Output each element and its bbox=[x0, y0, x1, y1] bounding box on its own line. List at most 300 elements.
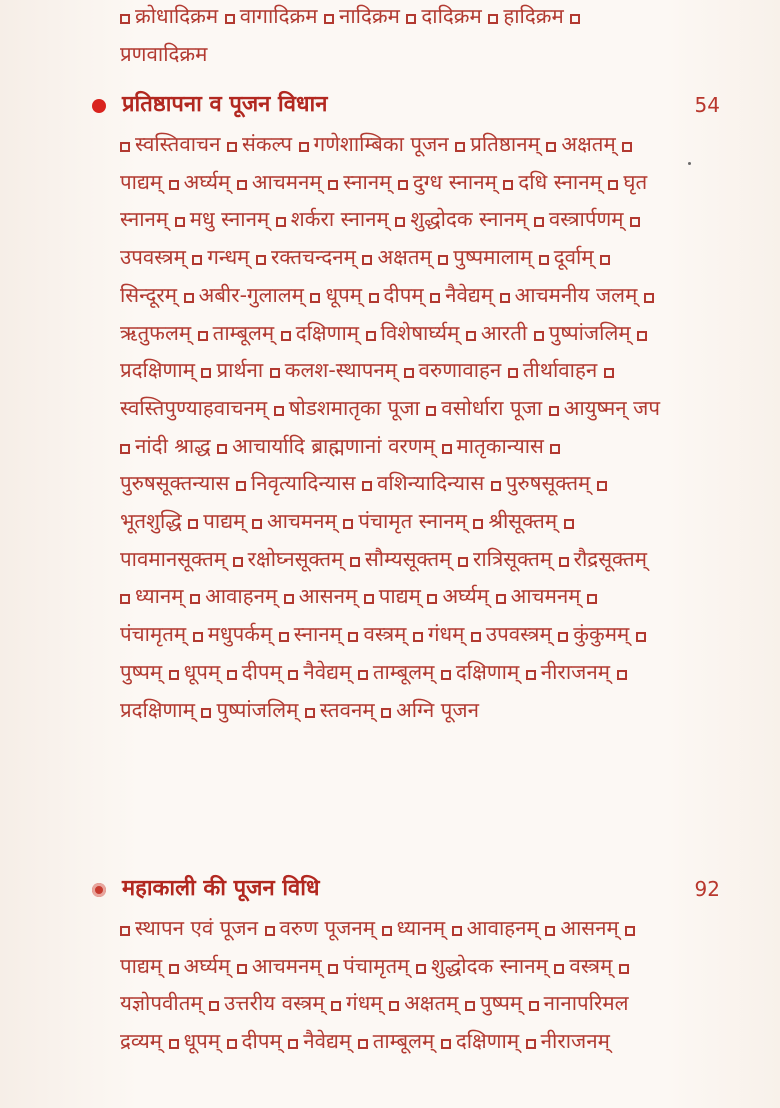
list-item-label: पंचामृतम् bbox=[343, 953, 410, 978]
list-item bbox=[441, 660, 519, 684]
section-title: प्रतिष्ठापना व पूजन विधान bbox=[122, 92, 328, 117]
checkbox-square-icon bbox=[622, 142, 632, 152]
list-item bbox=[201, 698, 298, 722]
list-item bbox=[288, 660, 351, 684]
checkbox-square-icon bbox=[364, 594, 374, 604]
list-item-label: पुष्पमालाम् bbox=[453, 245, 533, 270]
checkbox-square-icon bbox=[169, 1039, 179, 1049]
list-item bbox=[389, 991, 458, 1015]
list-item-label: दुग्ध स्नानम् bbox=[412, 169, 497, 194]
checkbox-square-icon bbox=[276, 217, 286, 227]
list-item-label: अक्षतम् bbox=[404, 991, 459, 1016]
list-item-label: तीर्थावाहन bbox=[522, 358, 598, 383]
checkbox-square-icon bbox=[358, 1039, 368, 1049]
list-item-label: आवाहनम् bbox=[205, 584, 278, 609]
checkbox-square-icon bbox=[366, 331, 376, 341]
checkbox-square-icon bbox=[120, 14, 130, 24]
list-item-label: आचमनीय जलम् bbox=[514, 282, 638, 307]
checkbox-square-icon bbox=[413, 632, 423, 642]
list-item-label: शुद्धोदक स्नानम् bbox=[430, 953, 548, 978]
checkbox-square-icon bbox=[198, 331, 208, 341]
section-bullet-icon bbox=[92, 883, 106, 897]
list-item bbox=[120, 584, 184, 608]
list-item bbox=[237, 170, 322, 194]
checkbox-square-icon bbox=[545, 926, 555, 936]
list-item-label: अबीर-गुलालम् bbox=[198, 282, 304, 307]
checkbox-square-icon bbox=[120, 142, 130, 152]
list-item bbox=[120, 4, 218, 28]
list-item bbox=[184, 283, 304, 307]
list-item bbox=[120, 916, 258, 940]
checkbox-square-icon bbox=[466, 331, 476, 341]
list-item-label: नांदी श्राद्ध bbox=[135, 433, 211, 458]
list-item bbox=[382, 916, 446, 940]
checkbox-square-icon bbox=[534, 331, 544, 341]
checkbox-square-icon bbox=[227, 1039, 237, 1049]
list-item bbox=[305, 698, 375, 722]
list-item bbox=[526, 660, 610, 684]
list-item bbox=[236, 471, 356, 495]
list-item-label: प्रणवादिक्रम bbox=[120, 41, 208, 66]
list-item-label: अर्घ्यम् bbox=[183, 169, 231, 194]
list-item bbox=[362, 471, 484, 495]
checkbox-square-icon bbox=[625, 926, 635, 936]
list-item-label: प्रार्थना bbox=[216, 358, 264, 383]
checkbox-square-icon bbox=[564, 519, 574, 529]
list-item bbox=[198, 321, 275, 345]
checkbox-square-icon bbox=[488, 14, 498, 24]
checkbox-square-icon bbox=[549, 406, 559, 416]
list-item-label: कुंकुमम् bbox=[573, 622, 630, 647]
list-item bbox=[209, 991, 324, 1015]
list-item-label: धूपम् bbox=[183, 659, 221, 684]
checkbox-square-icon bbox=[175, 217, 185, 227]
checkbox-square-icon bbox=[416, 964, 426, 974]
list-item bbox=[227, 1029, 282, 1053]
list-item-label: प्रदक्षिणाम् bbox=[120, 358, 195, 383]
checkbox-square-icon bbox=[644, 293, 654, 303]
list-item-label: स्थापन एवं पूजन bbox=[135, 916, 258, 940]
list-item-label: ऋतुफलम् bbox=[120, 320, 192, 345]
list-item-label: सिन्दूरम् bbox=[120, 282, 178, 307]
checkbox-square-icon bbox=[398, 180, 408, 190]
list-item bbox=[549, 396, 660, 420]
list-item bbox=[233, 547, 344, 571]
checkbox-square-icon bbox=[473, 519, 483, 529]
checkbox-square-icon bbox=[636, 632, 646, 642]
checkbox-square-icon bbox=[256, 255, 266, 265]
list-item-label: मधुपर्कम् bbox=[207, 622, 273, 647]
list-item-label: अर्घ्यम् bbox=[183, 953, 231, 978]
checkbox-square-icon bbox=[404, 368, 414, 378]
list-item-label: मधु स्नानम् bbox=[189, 207, 270, 232]
checkbox-square-icon bbox=[281, 331, 291, 341]
list-item bbox=[558, 622, 629, 646]
list-item-label: दीपम् bbox=[241, 659, 282, 684]
list-item-label: नैवेद्यम् bbox=[303, 1029, 352, 1054]
checkbox-square-icon bbox=[324, 14, 334, 24]
checkbox-square-icon bbox=[288, 1039, 298, 1049]
checkbox-square-icon bbox=[201, 368, 211, 378]
checkbox-square-icon bbox=[233, 557, 243, 567]
checkbox-square-icon bbox=[534, 217, 544, 227]
list-item-label: कलश-स्थापनम् bbox=[284, 358, 398, 383]
checkbox-square-icon bbox=[190, 594, 200, 604]
checkbox-square-icon bbox=[630, 217, 640, 227]
checkbox-square-icon bbox=[500, 293, 510, 303]
checkbox-square-icon bbox=[430, 293, 440, 303]
list-item-label: दक्षिणाम् bbox=[455, 1029, 520, 1054]
list-item-label: दादिक्रम bbox=[421, 4, 482, 28]
checkbox-square-icon bbox=[441, 1039, 451, 1049]
list-item-label: श्रीसूक्तम् bbox=[488, 509, 558, 534]
list-item-label: गंधम् bbox=[427, 622, 465, 647]
list-item-label: धूपम् bbox=[325, 282, 362, 307]
list-item bbox=[488, 4, 563, 28]
checkbox-square-icon bbox=[604, 368, 614, 378]
section-heading-pratishthapana bbox=[88, 87, 720, 123]
checkbox-square-icon bbox=[570, 14, 580, 24]
list-item-label: प्रतिष्ठानम् bbox=[470, 132, 540, 156]
checkbox-square-icon bbox=[452, 926, 462, 936]
checkbox-square-icon bbox=[120, 926, 130, 936]
list-item-label: दक्षिणाम् bbox=[455, 659, 520, 684]
list-item bbox=[190, 584, 277, 608]
list-item bbox=[188, 509, 245, 533]
list-item-label: पावमानसूक्तम् bbox=[120, 546, 227, 571]
checkbox-square-icon bbox=[237, 180, 247, 190]
checkbox-square-icon bbox=[471, 632, 481, 642]
list-item bbox=[175, 207, 270, 231]
checkbox-square-icon bbox=[120, 594, 130, 604]
checkbox-square-icon bbox=[310, 293, 320, 303]
checkbox-square-icon bbox=[265, 926, 275, 936]
print-speck bbox=[688, 162, 691, 165]
checkbox-square-icon bbox=[305, 708, 315, 718]
list-item-label: उत्तरीय वस्त्रम् bbox=[224, 991, 325, 1016]
list-item bbox=[225, 4, 318, 28]
list-item-label: आचमनम् bbox=[510, 584, 581, 609]
list-item-label: पुष्पांजलिम् bbox=[548, 320, 631, 345]
list-item bbox=[416, 954, 548, 978]
checkbox-square-icon bbox=[192, 255, 202, 265]
top-item-list bbox=[120, 0, 660, 73]
list-item-label: रौद्रसूक्तम् bbox=[573, 546, 647, 571]
list-item bbox=[288, 1029, 351, 1053]
list-item bbox=[395, 207, 527, 231]
list-item bbox=[534, 321, 631, 345]
list-item bbox=[554, 954, 612, 978]
list-item-label: आसनम् bbox=[560, 916, 619, 940]
list-item bbox=[252, 509, 337, 533]
checkbox-square-icon bbox=[382, 926, 392, 936]
list-item-label: वागादिक्रम bbox=[239, 4, 318, 28]
checkbox-square-icon bbox=[558, 632, 568, 642]
list-item bbox=[169, 1029, 221, 1053]
checkbox-square-icon bbox=[225, 14, 235, 24]
checkbox-square-icon bbox=[169, 180, 179, 190]
checkbox-square-icon bbox=[559, 557, 569, 567]
checkbox-square-icon bbox=[193, 632, 203, 642]
list-item-label: पाद्यम् bbox=[203, 509, 246, 534]
checkbox-square-icon bbox=[274, 406, 284, 416]
checkbox-square-icon bbox=[455, 142, 465, 152]
list-item-label: आचार्यादि ब्राह्मणानां वरणम् bbox=[232, 433, 435, 458]
checkbox-square-icon bbox=[201, 708, 211, 718]
list-item-label: स्नानम् bbox=[293, 622, 342, 647]
list-item bbox=[413, 622, 464, 646]
checkbox-square-icon bbox=[608, 180, 618, 190]
list-item-label: पुष्पम् bbox=[479, 991, 523, 1016]
checkbox-square-icon bbox=[169, 964, 179, 974]
list-item bbox=[442, 434, 544, 458]
list-item bbox=[465, 991, 522, 1015]
list-item-label: ध्यानम् bbox=[135, 584, 184, 609]
checkbox-square-icon bbox=[288, 670, 298, 680]
list-item bbox=[350, 547, 452, 571]
checkbox-square-icon bbox=[550, 444, 560, 454]
section-bullet-icon bbox=[92, 99, 106, 113]
checkbox-square-icon bbox=[188, 519, 198, 529]
checkbox-square-icon bbox=[362, 255, 372, 265]
checkbox-square-icon bbox=[237, 964, 247, 974]
checkbox-square-icon bbox=[169, 670, 179, 680]
list-item-label: पाद्यम् bbox=[120, 169, 163, 194]
checkbox-square-icon bbox=[458, 557, 468, 567]
list-item bbox=[324, 4, 400, 28]
list-item-label: रक्षोघ्नसूक्तम् bbox=[247, 546, 344, 571]
checkbox-square-icon bbox=[369, 293, 379, 303]
list-item-label: गणेशाम्बिका पूजन bbox=[313, 132, 449, 156]
list-item-label: वस्त्रम् bbox=[363, 622, 407, 647]
checkbox-square-icon bbox=[529, 1001, 539, 1011]
list-item bbox=[503, 170, 601, 194]
list-item bbox=[169, 954, 231, 978]
list-item-label: पुरुषसूक्तम् bbox=[505, 471, 591, 496]
list-item-label: अग्नि पूजन bbox=[396, 697, 479, 722]
list-item-label: पुष्पांजलिम् bbox=[216, 697, 299, 722]
list-item-label: आवाहनम् bbox=[466, 916, 539, 940]
list-item bbox=[508, 358, 597, 382]
checkbox-square-icon bbox=[328, 964, 338, 974]
list-item-label: वस्त्रार्पणम् bbox=[548, 207, 624, 232]
checkbox-square-icon bbox=[526, 670, 536, 680]
list-item bbox=[427, 584, 489, 608]
list-item bbox=[406, 4, 481, 28]
list-item bbox=[265, 916, 376, 940]
list-item bbox=[201, 358, 263, 382]
list-item-label: ताम्बूलम् bbox=[372, 659, 435, 684]
list-item-label: सौम्यसूक्तम् bbox=[364, 546, 452, 571]
checkbox-square-icon bbox=[227, 142, 237, 152]
checkbox-square-icon bbox=[299, 142, 309, 152]
list-item-label: आचमनम् bbox=[266, 509, 337, 534]
list-item bbox=[256, 245, 356, 269]
list-item-label: हादिक्रम bbox=[503, 4, 564, 28]
list-item-label: स्नानम् bbox=[343, 169, 392, 194]
list-item-label: उपवस्त्रम् bbox=[485, 622, 552, 647]
checkbox-square-icon bbox=[343, 519, 353, 529]
list-item-label: पंचामृत स्नानम् bbox=[358, 509, 467, 534]
list-item bbox=[169, 660, 221, 684]
checkbox-square-icon bbox=[406, 14, 416, 24]
list-item bbox=[270, 358, 397, 382]
list-item-label: पुरुषसूक्तन्यास bbox=[120, 471, 230, 496]
checkbox-square-icon bbox=[619, 964, 629, 974]
list-item bbox=[217, 434, 435, 458]
list-item bbox=[534, 207, 624, 231]
list-item bbox=[284, 584, 357, 608]
checkbox-square-icon bbox=[350, 557, 360, 567]
list-item-label: स्वस्तिवाचन bbox=[135, 132, 221, 156]
checkbox-square-icon bbox=[120, 444, 130, 454]
checkbox-square-icon bbox=[503, 180, 513, 190]
list-item bbox=[362, 245, 431, 269]
list-item-label: नीराजनम् bbox=[540, 1029, 610, 1054]
list-item bbox=[331, 991, 382, 1015]
list-item-label: ध्यानम् bbox=[396, 916, 446, 940]
list-item-label: पाद्यम् bbox=[378, 584, 421, 609]
checkbox-square-icon bbox=[209, 1001, 219, 1011]
checkbox-square-icon bbox=[389, 1001, 399, 1011]
list-item bbox=[381, 698, 479, 722]
list-item bbox=[473, 509, 557, 533]
list-item-label: दीपम् bbox=[383, 282, 424, 307]
checkbox-square-icon bbox=[284, 594, 294, 604]
list-item bbox=[404, 358, 502, 382]
list-item bbox=[276, 207, 389, 231]
list-item-label: शर्करा स्नानम् bbox=[290, 207, 389, 232]
list-item bbox=[310, 283, 362, 307]
section-heading-mahakali bbox=[88, 871, 720, 907]
list-item bbox=[237, 954, 322, 978]
checkbox-square-icon bbox=[546, 142, 556, 152]
list-item-label: स्तवनम् bbox=[319, 697, 375, 722]
list-item-label: अर्घ्यम् bbox=[442, 584, 490, 609]
checkbox-square-icon bbox=[508, 368, 518, 378]
checkbox-square-icon bbox=[227, 670, 237, 680]
checkbox-square-icon bbox=[597, 481, 607, 491]
list-item-label: पाद्यम् bbox=[120, 953, 163, 978]
list-item-label: गन्धम् bbox=[207, 245, 250, 270]
list-item-label: निवृत्यादिन्यास bbox=[250, 471, 356, 496]
checkbox-square-icon bbox=[438, 255, 448, 265]
list-item-label: आरती bbox=[480, 320, 528, 345]
list-item-label: वशिन्यादिन्यास bbox=[376, 471, 485, 496]
checkbox-square-icon bbox=[526, 1039, 536, 1049]
list-item-label: गंधम् bbox=[346, 991, 383, 1016]
checkbox-square-icon bbox=[426, 406, 436, 416]
list-item bbox=[227, 660, 282, 684]
list-item bbox=[299, 132, 449, 156]
checkbox-square-icon bbox=[270, 368, 280, 378]
list-item bbox=[496, 584, 581, 608]
list-item-label: प्रदक्षिणाम् bbox=[120, 697, 195, 722]
checkbox-square-icon bbox=[252, 519, 262, 529]
section-title: महाकाली की पूजन विधि bbox=[122, 876, 320, 901]
list-item bbox=[455, 132, 540, 156]
list-item bbox=[358, 660, 435, 684]
list-item-label: वरुण पूजनम् bbox=[279, 916, 376, 940]
list-item bbox=[120, 132, 220, 156]
checkbox-square-icon bbox=[184, 293, 194, 303]
list-item-label: घृत स्नानम् bbox=[120, 169, 648, 232]
list-item bbox=[328, 954, 409, 978]
list-item bbox=[466, 321, 527, 345]
list-item-label: रक्तचन्दनम् bbox=[270, 245, 356, 270]
list-item-label: ताम्बूलम् bbox=[212, 320, 275, 345]
list-item bbox=[192, 245, 249, 269]
list-item bbox=[545, 916, 618, 940]
list-item bbox=[398, 170, 497, 194]
list-item bbox=[491, 471, 591, 495]
list-item bbox=[169, 170, 231, 194]
section-item-list bbox=[120, 126, 660, 729]
checkbox-square-icon bbox=[491, 481, 501, 491]
list-item-label: स्वस्तिपुण्याहवाचनम् bbox=[120, 395, 268, 420]
checkbox-square-icon bbox=[331, 1001, 341, 1011]
list-item-label: दधि स्नानम् bbox=[518, 169, 602, 194]
list-item-label: नादिक्रम bbox=[339, 4, 400, 28]
list-item-label: आचमनम् bbox=[251, 169, 322, 194]
list-item-label: भूतशुद्धि bbox=[120, 509, 182, 534]
list-item bbox=[279, 622, 342, 646]
list-item bbox=[539, 245, 594, 269]
list-item-label: षोडशमातृका पूजा bbox=[288, 395, 420, 420]
list-item-label: शुद्धोदक स्नानम् bbox=[410, 207, 528, 232]
list-item-label: दक्षिणाम् bbox=[295, 320, 360, 345]
list-item-label: नैवेद्यम् bbox=[445, 282, 494, 307]
list-item bbox=[328, 170, 391, 194]
list-item bbox=[458, 547, 552, 571]
list-item-label: ताम्बूलम् bbox=[372, 1029, 435, 1054]
checkbox-square-icon bbox=[395, 217, 405, 227]
list-item-label: नानापरिमल द्रव्यम् bbox=[120, 991, 629, 1054]
checkbox-square-icon bbox=[587, 594, 597, 604]
list-item-label: आसनम् bbox=[298, 584, 358, 609]
checkbox-square-icon bbox=[539, 255, 549, 265]
list-item bbox=[438, 245, 532, 269]
checkbox-square-icon bbox=[362, 481, 372, 491]
checkbox-square-icon bbox=[465, 1001, 475, 1011]
list-item-label: रात्रिसूक्तम् bbox=[472, 546, 553, 571]
list-item bbox=[120, 434, 211, 458]
list-item bbox=[193, 622, 273, 646]
list-item-label: आचमनम् bbox=[251, 953, 322, 978]
list-item bbox=[430, 283, 493, 307]
checkbox-square-icon bbox=[600, 255, 610, 265]
checkbox-square-icon bbox=[348, 632, 358, 642]
list-item bbox=[343, 509, 467, 533]
list-item-label: पंचामृतम् bbox=[120, 622, 187, 647]
checkbox-square-icon bbox=[427, 594, 437, 604]
list-item-label: वरुणावाहन bbox=[418, 358, 502, 383]
list-item bbox=[281, 321, 359, 345]
checkbox-square-icon bbox=[496, 594, 506, 604]
list-item-label: उपवस्त्रम् bbox=[120, 245, 186, 270]
list-item bbox=[546, 132, 615, 156]
checkbox-square-icon bbox=[617, 670, 627, 680]
list-item bbox=[526, 1029, 610, 1053]
list-item-label: यज्ञोपवीतम् bbox=[120, 991, 203, 1016]
checkbox-square-icon bbox=[637, 331, 647, 341]
list-item bbox=[452, 916, 539, 940]
list-item bbox=[500, 283, 638, 307]
list-item bbox=[274, 396, 420, 420]
section-item-list bbox=[120, 910, 660, 1061]
list-item bbox=[559, 547, 647, 571]
list-item-label: धूपम् bbox=[183, 1029, 221, 1054]
